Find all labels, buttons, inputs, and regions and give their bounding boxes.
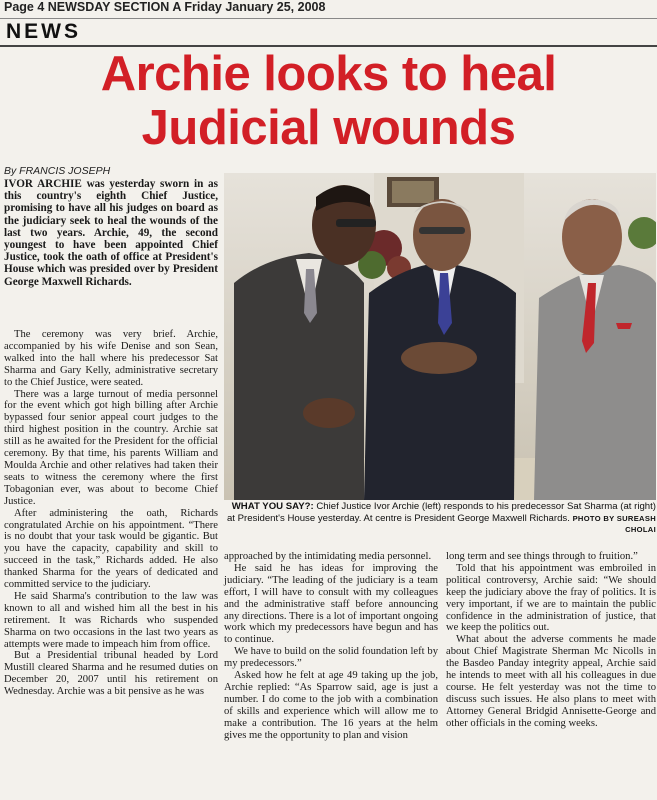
body-paragraph: long term and see things through to fruition.”	[446, 551, 638, 562]
body-paragraph: There was a large turnout of media personnel for the event which got high billing after Archie bypassed four senior appeal court judges to the third highest position in the country. Archie sat still as he awaited for the President for the official ceremony. By that time, his parents William and Moulda Archie and other relatives had taken their seats to witness the ceremony where the first Tobagonian ever, was about to become Chief Justice.	[4, 388, 218, 507]
article-column-2	[224, 551, 438, 742]
page-folio: Page 4 NEWSDAY SECTION A Friday January 25, 2008	[4, 0, 326, 14]
section-label: NEWS	[6, 20, 81, 43]
body-paragraph: The ceremony was very brief. Archie, accompanied by his wife Denise and son Sean, walked into the hall where his predecessor Sat Sharma and Gary Kelly, administrative secretary to the Chief Justice, were seated.	[4, 329, 218, 388]
byline: By FRANCIS JOSEPH	[4, 165, 111, 177]
headline-line-1: Archie looks to heal	[100, 47, 557, 101]
lead-paragraph: IVOR ARCHIE was yesterday sworn in as this country's eighth Chief Justice, promising to have all his judges on board as the judiciary seek to heal the wounds of the last two years. Archie, 49, the second youngest to have been appointed Chief Justice, took the oath of office at President's House which was presided over by President George Maxwell Richards.	[4, 178, 218, 288]
headline-line-2: Judicial wounds	[141, 101, 516, 155]
headline	[0, 47, 657, 155]
body-paragraph: But a Presidential tribunal headed by Lord Mustill cleared Sharma and he resumed duties on December 20, 2007 until his retirement on Wednesday. Archie was a bit pensive as he was	[4, 650, 218, 698]
photo-caption	[224, 501, 656, 536]
body-paragraph: What about the adverse comments he made about Chief Magistrate Sherman Mc Nicolls in the Basdeo Panday integrity appeal, Archie said he intends to meet with all his colleagues in due course. He felt yesterday was not the time to discuss such issues. He also plans to meet with Attorney General Bridgid Annisette-George and other officials in the coming weeks.	[446, 634, 656, 729]
body-paragraph: He said Sharma's contribution to the law was known to all and wished him all the best in his retirement. It was Richards who suspended Sharma on two occasions in the last two years as attempts were made to impeach him from office.	[4, 590, 218, 650]
top-rule	[0, 18, 657, 19]
caption-text: Chief Justice Ivor Archie (left) responds to his predecessor Sat Sharma (at right) at President's House yesterday. At centre is President George Maxwell Richards.	[226, 501, 656, 524]
body-paragraph: Asked how he felt at age 49 taking up the job, Archie replied: “As Sparrow said, age is just a number. I do come to the job with a combination of skills and experience which will allow me to make a contribution. The 16 years at the helm gives me the opportunity to plan and vision	[224, 670, 438, 741]
photo-illustration	[224, 173, 656, 500]
body-paragraph: We have to build on the solid foundation left by my predecessors.”	[224, 646, 438, 670]
photo-credit: PHOTO BY SUREASH CHOLAI	[572, 513, 656, 535]
body-paragraph: After administering the oath, Richards congratulated Archie on his appointment. “There is no doubt that your task would be gigantic. But you have the capacity, capability and skill to succeed in the task,” Richards added. He also thanked Sharma for the years of dedicated and committed service to the judiciary.	[4, 507, 218, 591]
body-paragraph: Told that his appointment was embroiled in political controversy, Archie said: “We should keep the judiciary above the fray of politics. It is very important, if we are to maintain the public confidence in the administration of justice, that we keep the politics out.	[446, 562, 656, 634]
caption-lead: WHAT YOU SAY?:	[231, 501, 314, 512]
news-photo	[224, 173, 656, 500]
body-paragraph: He said he has ideas for improving the judiciary. “The leading of the judiciary is a team effort, I will have to consult with my colleagues and the administrative staff before announcing any directions. There is a lot of important ongoing work which my predecessors have begun and has to continue.	[224, 562, 438, 646]
article-column-3	[446, 551, 656, 730]
article-lead	[4, 178, 218, 288]
body-paragraph: approached by the intimidating media personnel.	[224, 551, 432, 562]
article-column-1	[4, 329, 218, 698]
